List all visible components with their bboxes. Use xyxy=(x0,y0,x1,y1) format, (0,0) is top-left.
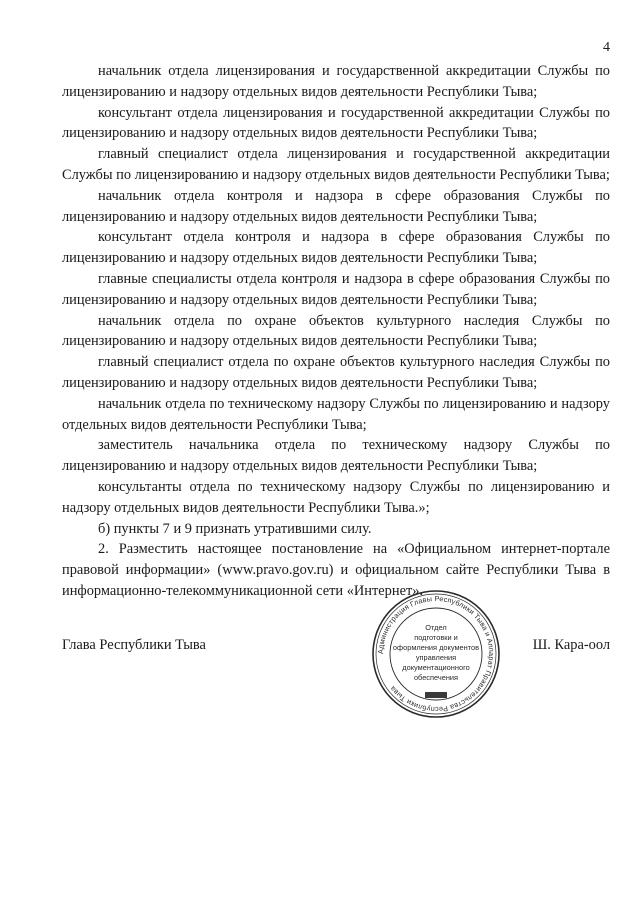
paragraph-1: начальник отдела лицензирования и государственной аккредитации Службы по лицензированию и надзору отдельных видов деятельности Республики Тыва; xyxy=(62,63,610,100)
signature-block xyxy=(62,635,610,657)
stamp-inner-line-2: подготовки и xyxy=(414,633,458,642)
page-number: 4 xyxy=(603,40,610,55)
stamp-inner-line-4: управления xyxy=(415,653,457,662)
paragraph-5: консультант отдела контроля и надзора в сфере образования Службы по лицензированию и надзору отдельных видов деятельности Республики Тыва; xyxy=(62,229,610,267)
paragraph-3: главный специалист отдела лицензирования и государственной аккредитации Службы по лицензированию и надзору отдельных видов деятельности Республики Тыва; xyxy=(62,146,610,183)
paragraph-13: 2. Разместить настоящее постановление на «Официальном интернет-портале правовой информации» (www.pravo.gov.ru) и официальном сайте Республики Тыва в информационно-телекоммуникационной сети «Интернет». xyxy=(62,541,610,599)
stamp-graphic xyxy=(370,588,502,720)
signatory-name: Ш. Кара-оол xyxy=(532,637,610,653)
paragraph-6: главные специалисты отдела контроля и надзора в сфере образования Службы по лицензированию и надзору отдельных видов деятельности Республики Тыва; xyxy=(62,270,610,308)
paragraph-2: консультант отдела лицензирования и государственной аккредитации Службы по лицензированию и надзору отдельных видов деятельности Республики Тыва; xyxy=(62,104,610,142)
paragraph-12: б) пункты 7 и 9 признать утратившими силу. xyxy=(98,520,372,537)
document-body xyxy=(62,61,610,602)
paragraph-10: заместитель начальника отдела по техническому надзору Службы по лицензированию и надзору отдельных видов деятельности Республики Тыва; xyxy=(62,437,610,475)
stamp-inner-line-5: документационного xyxy=(402,663,470,672)
stamp-inner-line-1: Отдел xyxy=(425,623,447,632)
stamp-emblem-mark xyxy=(425,692,447,698)
paragraph-4: начальник отдела контроля и надзора в сфере образования Службы по лицензированию и надзору отдельных видов деятельности Республики Тыва; xyxy=(62,187,610,225)
signatory-title: Глава Республики Тыва xyxy=(62,637,206,653)
paragraph-9: начальник отдела по техническому надзору Службы по лицензированию и надзору отдельных видов деятельности Республики Тыва; xyxy=(62,395,610,433)
stamp-inner-line-3: оформления документов xyxy=(392,643,480,652)
official-stamp xyxy=(370,588,502,720)
stamp-inner-line-6: обеспечения xyxy=(413,673,459,682)
stamp-ring-text: Администрация Главы Республики Тыва и Аппарат Правительства Республики Тыва xyxy=(375,593,497,715)
paragraph-8: главный специалист отдела по охране объектов культурного наследия Службы по лицензированию и надзору отдельных видов деятельности Республики Тыва; xyxy=(62,354,610,391)
paragraph-11: консультанты отдела по техническому надзору Службы по лицензированию и надзору отдельных видов деятельности Республики Тыва.»; xyxy=(62,478,610,516)
paragraph-7: начальник отдела по охране объектов культурного наследия Службы по лицензированию и надзору отдельных видов деятельности Республики Тыва; xyxy=(62,312,610,350)
